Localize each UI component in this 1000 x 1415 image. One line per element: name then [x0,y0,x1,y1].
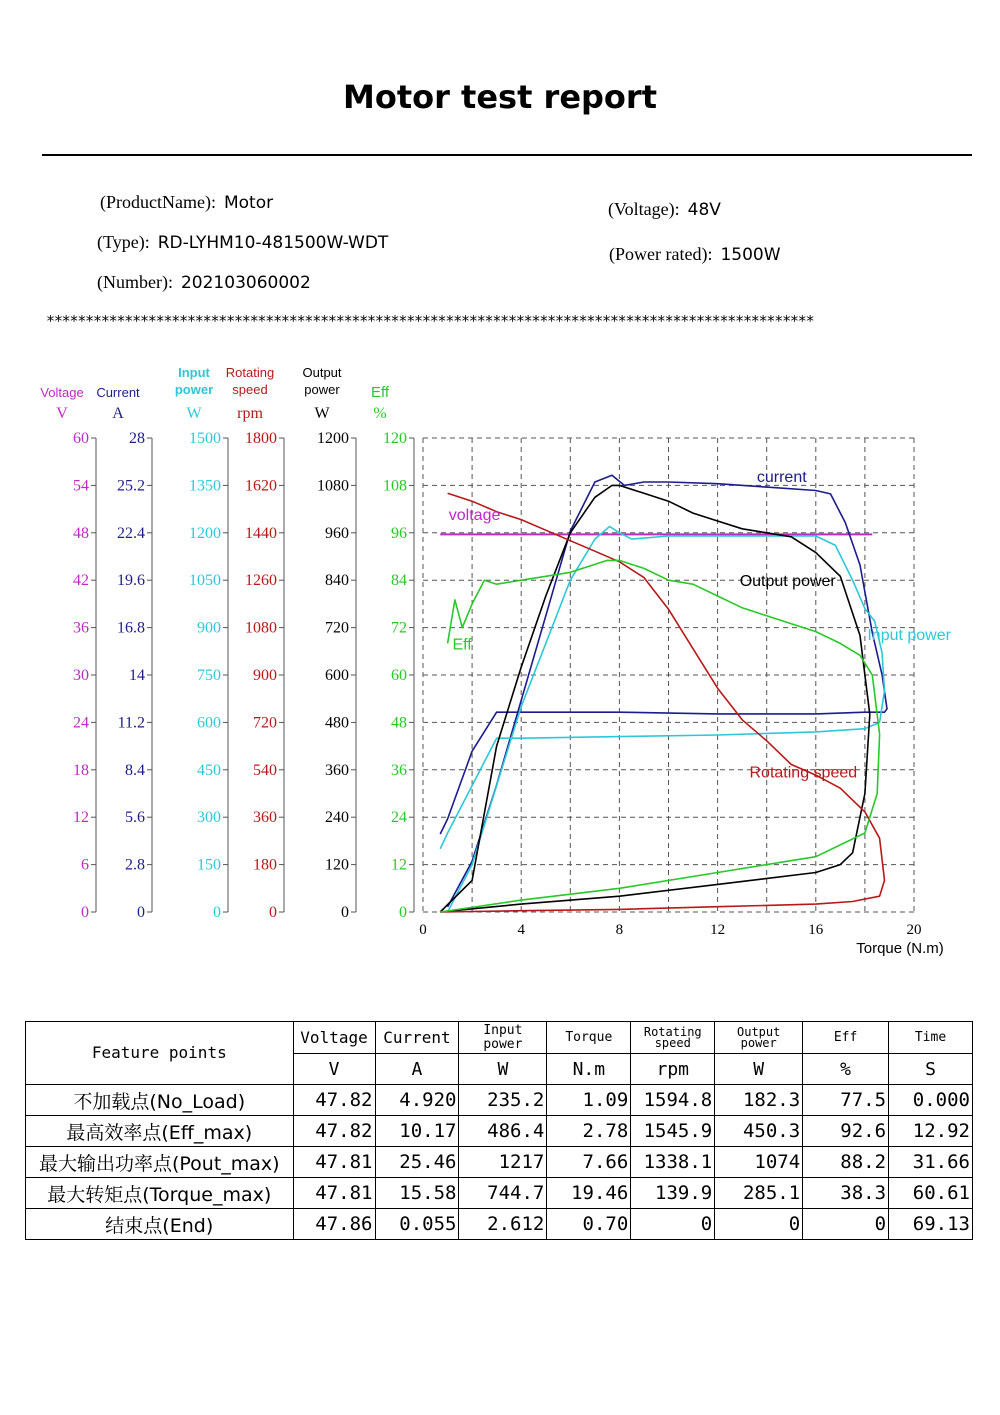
y-axis-title: Rotating [225,365,275,380]
y-tick-label: 120 [383,430,407,447]
header-output-power: Output power [715,1022,803,1054]
y-tick-label: 720 [253,714,277,732]
cell-output-power: 285.1 [715,1178,803,1209]
power-rated-row [609,244,781,265]
y-tick-label: 36 [73,619,89,637]
cell-torque: 2.78 [547,1116,631,1147]
motor-performance-chart [0,340,1000,970]
row-label: 结束点(End) [26,1209,294,1240]
row-label: 最大输出功率点(Pout_max) [26,1147,294,1178]
cell-torque: 19.46 [547,1178,631,1209]
y-tick-label: 22.4 [117,524,145,542]
y-tick-label: 720 [325,619,349,637]
y-tick-label: 8.4 [125,761,145,779]
series-current-line [440,475,887,907]
x-axis-title: Torque (N.m) [856,940,944,957]
y-tick-label: 12 [73,809,89,827]
y-axis-title: Output [302,365,342,380]
y-tick-label: 1200 [317,430,349,447]
cell-torque: 7.66 [547,1147,631,1178]
y-tick-label: 960 [325,524,349,542]
series-output-power-line [440,485,870,912]
header-eff: Eff [803,1022,889,1054]
cell-current: 0.055 [375,1209,459,1240]
table-row-torque-max [26,1178,973,1209]
title-divider [42,154,972,156]
cell-output-power: 1074 [715,1147,803,1178]
annotation-rotating-speed: Rotating speed [749,764,858,782]
cell-rotating-speed: 1594.8 [631,1085,715,1116]
unit-output-power: W [715,1054,803,1085]
y-axis-input-power [175,365,228,921]
cell-input-power: 2.612 [459,1209,547,1240]
x-tick-label: 16 [808,922,824,938]
y-axis-voltage [40,385,96,921]
cell-output-power: 182.3 [715,1085,803,1116]
header-input-power: Input power [459,1022,547,1054]
row-label: 不加载点(No_Load) [26,1085,294,1116]
y-tick-label: 840 [325,572,349,590]
annotation-voltage: voltage [448,507,501,525]
header-feature-points: Feature points [26,1022,294,1085]
y-axis-title: speed [232,382,268,397]
y-tick-label: 150 [197,856,221,874]
y-tick-label: 1440 [245,524,277,542]
y-tick-label: 54 [73,477,89,495]
cell-current: 4.920 [375,1085,459,1116]
y-tick-label: 900 [253,667,277,684]
y-tick-label: 1800 [245,430,277,447]
y-tick-label: 0 [399,904,407,921]
unit-torque: N.m [547,1054,631,1085]
table-row-no-load [26,1085,973,1116]
y-tick-label: 360 [253,809,277,827]
cell-torque: 0.70 [547,1209,631,1240]
cell-input-power: 235.2 [459,1085,547,1116]
x-tick-label: 0 [419,922,427,938]
number-value: 202103060002 [180,273,311,293]
y-tick-label: 28 [129,430,145,447]
y-tick-label: 480 [325,714,349,732]
y-tick-label: 540 [253,761,277,779]
cell-eff: 0 [803,1209,889,1240]
cell-rotating-speed: 0 [631,1209,715,1240]
header-torque: Torque [547,1022,631,1054]
header-voltage: Voltage [293,1022,375,1054]
y-axis-title: Voltage [40,385,84,400]
page-title: Motor test report [343,78,657,116]
y-tick-label: 1200 [189,524,221,542]
annotation-input-power: Input power [867,627,951,645]
product-name-label: (ProductName): [100,192,216,212]
cell-time: 0.000 [889,1085,973,1116]
y-tick-label: 42 [73,572,89,590]
y-tick-label: 5.6 [125,809,145,827]
y-axis-unit: rpm [237,405,263,422]
y-tick-label: 25.2 [117,477,145,495]
y-axis-title: power [304,382,340,397]
y-tick-label: 300 [197,809,221,827]
type-row [97,232,388,253]
y-axis-title: Current [96,385,140,400]
y-tick-label: 1620 [245,477,277,495]
cell-rotating-speed: 1545.9 [631,1116,715,1147]
y-tick-label: 120 [325,856,349,874]
voltage-label: (Voltage): [608,199,680,219]
y-axis-title: power [174,382,214,397]
cell-output-power: 0 [715,1209,803,1240]
y-tick-label: 30 [73,667,89,684]
feature-points-table [25,1021,973,1240]
annotation-current: current [756,469,807,487]
type-value: RD-LYHM10-481500W-WDT [157,233,389,253]
y-axis-unit: W [314,405,330,422]
y-tick-label: 0 [137,904,145,921]
y-tick-label: 108 [383,477,407,495]
x-tick-label: 8 [615,922,624,938]
y-tick-label: 450 [197,761,221,779]
y-axis-current [96,385,152,921]
x-tick-label: 20 [906,922,922,938]
table-row-eff-max [26,1116,973,1147]
type-label: (Type): [97,232,150,252]
y-axis-title: Eff [370,384,390,401]
cell-rotating-speed: 1338.1 [631,1147,715,1178]
cell-voltage: 47.82 [293,1116,375,1147]
cell-current: 25.46 [375,1147,459,1178]
y-axis-unit: V [56,405,68,422]
series-rotating-speed-line [440,493,884,912]
y-tick-label: 1050 [189,572,221,590]
cell-voltage: 47.81 [293,1178,375,1209]
header-rotating-speed: Rotating speed [631,1022,715,1054]
y-tick-label: 2.8 [125,856,145,874]
number-label: (Number): [97,272,173,292]
y-tick-label: 84 [391,572,407,590]
cell-eff: 77.5 [803,1085,889,1116]
y-tick-label: 60 [73,430,89,447]
cell-voltage: 47.81 [293,1147,375,1178]
cell-input-power: 486.4 [459,1116,547,1147]
cell-time: 69.13 [889,1209,973,1240]
row-label: 最高效率点(Eff_max) [26,1116,294,1147]
y-axis-rotating-speed [226,365,284,921]
cell-voltage: 47.82 [293,1085,375,1116]
cell-voltage: 47.86 [293,1209,375,1240]
y-tick-label: 6 [81,856,89,874]
y-tick-label: 48 [73,524,89,542]
y-tick-label: 24 [73,714,89,732]
y-tick-label: 16.8 [117,619,145,637]
asterisk-separator: ************************************************************************************************** [46,312,814,330]
y-tick-label: 900 [197,619,221,637]
x-tick-label: 4 [517,922,525,938]
y-tick-label: 600 [197,714,221,732]
table-row-pout-max [26,1147,973,1178]
cell-time: 31.66 [889,1147,973,1178]
cell-time: 60.61 [889,1178,973,1209]
y-tick-label: 600 [325,667,349,684]
cell-eff: 92.6 [803,1116,889,1147]
y-tick-label: 60 [391,667,407,684]
y-tick-label: 0 [213,904,221,921]
y-tick-label: 19.6 [117,572,145,590]
y-tick-label: 1350 [189,477,221,495]
y-tick-label: 1260 [245,572,277,590]
cell-eff: 38.3 [803,1178,889,1209]
y-tick-label: 0 [269,904,277,921]
header-time: Time [889,1022,973,1054]
unit-current: A [375,1054,459,1085]
x-tick-label: 12 [710,922,726,938]
power-rated-label: (Power rated): [609,244,713,264]
y-tick-label: 0 [81,904,89,921]
cell-torque: 1.09 [547,1085,631,1116]
voltage-row [608,199,721,220]
cell-current: 10.17 [375,1116,459,1147]
number-row [97,272,311,293]
y-tick-label: 24 [391,809,407,827]
y-tick-label: 12 [391,856,407,874]
annotation-output-power: Output power [739,573,836,591]
y-tick-label: 18 [73,761,89,779]
cell-rotating-speed: 139.9 [631,1178,715,1209]
y-axis-unit: % [373,405,387,422]
annotation-eff: Eff [452,636,472,654]
unit-time: S [889,1054,973,1085]
y-axis-unit: A [112,405,124,422]
y-tick-label: 1080 [317,477,349,495]
y-tick-label: 0 [341,904,349,921]
product-name-row [100,192,273,213]
y-tick-label: 48 [391,714,407,732]
unit-eff: % [803,1054,889,1085]
y-axis-title: Input [178,365,210,380]
unit-voltage: V [293,1054,375,1085]
header-current: Current [375,1022,459,1054]
y-tick-label: 96 [391,524,407,542]
cell-eff: 88.2 [803,1147,889,1178]
y-axis-unit: W [186,405,202,422]
unit-input-power: W [459,1054,547,1085]
product-name-value: Motor [223,193,274,213]
y-tick-label: 72 [391,619,407,637]
y-tick-label: 11.2 [117,714,145,732]
y-tick-label: 1080 [245,619,277,637]
y-tick-label: 1500 [189,430,221,447]
table-row-end [26,1209,973,1240]
cell-input-power: 1217 [459,1147,547,1178]
y-axis-eff [371,384,414,921]
power-rated-value: 1500W [720,245,781,265]
y-tick-label: 36 [391,761,407,779]
cell-time: 12.92 [889,1116,973,1147]
cell-current: 15.58 [375,1178,459,1209]
y-axis-output-power [302,365,356,921]
y-tick-label: 14 [129,667,145,684]
row-label: 最大转矩点(Torque_max) [26,1178,294,1209]
unit-rotating-speed: rpm [631,1054,715,1085]
y-tick-label: 180 [253,856,277,874]
voltage-value: 48V [687,200,721,220]
cell-output-power: 450.3 [715,1116,803,1147]
cell-input-power: 744.7 [459,1178,547,1209]
y-tick-label: 240 [325,809,349,827]
y-tick-label: 360 [325,761,349,779]
y-tick-label: 750 [197,667,221,684]
